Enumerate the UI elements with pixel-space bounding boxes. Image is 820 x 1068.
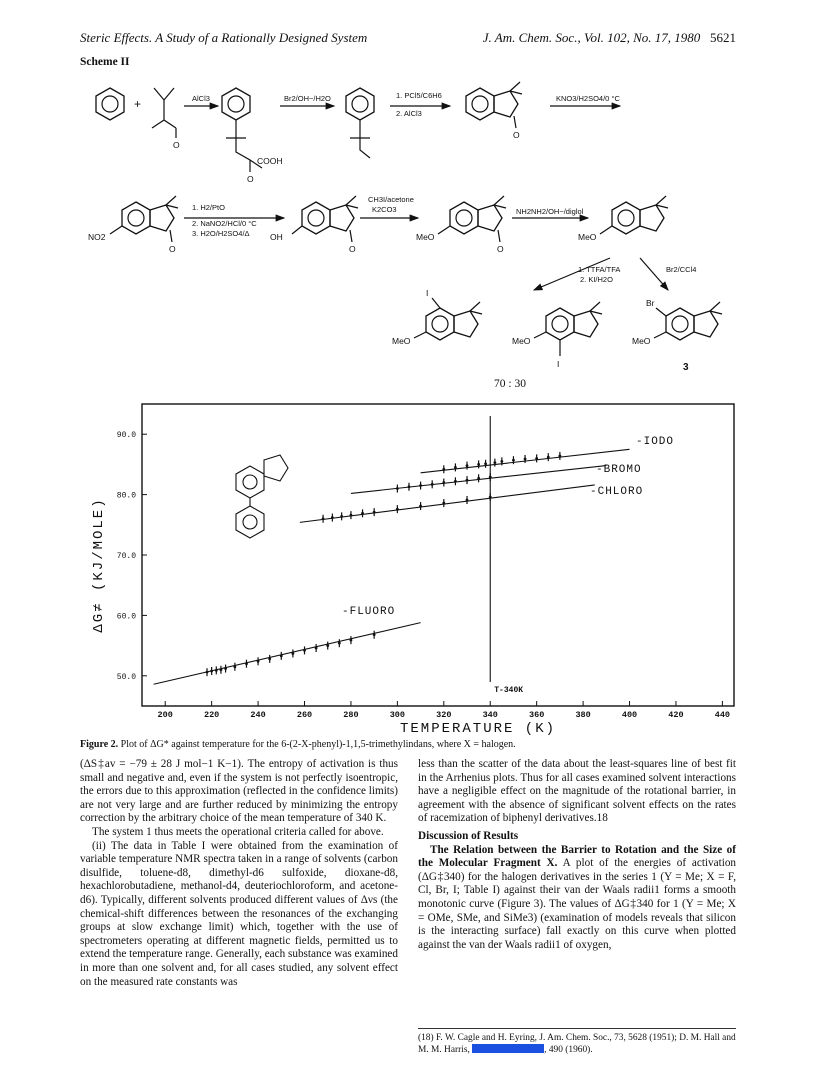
data-point-dot: [419, 484, 422, 487]
data-point-dot: [350, 514, 353, 517]
series-label: -FLUORO: [342, 606, 396, 618]
no2-label: NO2: [88, 232, 106, 242]
data-point-dot: [361, 512, 364, 515]
iodine-label-1: I: [426, 288, 429, 298]
data-point-dot: [303, 649, 306, 652]
arrow-9: [640, 258, 668, 290]
data-point-dot: [268, 657, 271, 660]
indanone-structure: [466, 76, 522, 128]
oxygen-label-1: O: [173, 140, 180, 150]
reagent-4: KNO3/H2SO4/0 °C: [556, 94, 620, 103]
x-tick-label: 360: [529, 710, 545, 720]
data-point-dot: [500, 460, 503, 463]
arrow-8: [534, 258, 610, 290]
y-tick-label: 70.0: [116, 552, 136, 561]
x-tick-label: 260: [296, 710, 313, 720]
subsection-title: The Relation between the Barrier to Rotation and the Size of the Molecular Fragment X.: [418, 843, 736, 870]
inset-molecule-structure: [236, 455, 288, 538]
y-tick-label: 90.0: [116, 431, 136, 441]
left-paragraph-1: (ΔS‡av = −79 ± 28 J mol−1 K−1). The entropy of activation is thus small and negative and, even if the system is not perfectly isoentropic, the errors due to this approximation (reflected in the confidence limits) are not very large and are further reduced by minimizing the entropy correction by the arbitrary choice of the mean temperature of 340 K.: [80, 758, 398, 825]
volume-info: Vol. 102, No. 17, 1980: [583, 30, 701, 45]
reagent-6b: K2CO3: [372, 205, 397, 214]
x-tick-label: 400: [621, 710, 638, 720]
data-point-dot: [466, 464, 469, 467]
meo-label-2: MeO: [578, 232, 597, 242]
oh-label: OH: [270, 232, 283, 242]
data-point-dot: [484, 462, 487, 465]
data-point-dot: [431, 483, 434, 486]
data-point-dot: [340, 515, 343, 518]
y-tick-label: 80.0: [116, 491, 136, 501]
data-point-dot: [338, 642, 341, 645]
x-tick-label: 380: [575, 710, 591, 720]
data-point-dot: [454, 480, 457, 483]
oxygen-label-2: O: [247, 174, 254, 184]
reagent-7: NH2NH2/OH−/diglol: [516, 207, 584, 216]
series-label: -BROMO: [596, 464, 642, 476]
iodo-methoxy-indan-structure: [414, 298, 482, 340]
data-point-dot: [535, 457, 538, 460]
data-point-dot: [220, 668, 223, 671]
vertical-marker-label: T-340K: [494, 686, 524, 695]
reagent-5b: 2. NaNO2/HCl/0 °C: [192, 219, 257, 228]
nitro-indanone-structure: [110, 196, 178, 242]
fit-line: [300, 485, 595, 522]
methoxy-indanone-structure: [438, 196, 506, 242]
data-point-dot: [210, 670, 213, 673]
data-point-dot: [396, 487, 399, 490]
body-column-right: [418, 758, 736, 952]
data-point-dot: [547, 456, 550, 459]
oxygen-label-5: O: [349, 244, 356, 254]
reaction-scheme: [80, 76, 736, 388]
iodo-methoxy-indan-isomer-structure: [534, 302, 602, 356]
page-number: 5621: [710, 30, 736, 45]
running-header: [80, 30, 736, 48]
section-heading: Discussion of Results: [418, 829, 519, 842]
reagent-8a: 1. TTFA/TFA: [578, 265, 621, 274]
data-point-dot: [292, 652, 295, 655]
data-point-dot: [442, 502, 445, 505]
x-tick-label: 220: [203, 710, 220, 720]
series-label: -IODO: [636, 436, 675, 448]
x-tick-label: 440: [714, 710, 731, 720]
data-point-dot: [373, 633, 376, 636]
y-tick-label: 50.0: [116, 672, 136, 682]
fit-line: [154, 623, 421, 685]
scheme-label: Scheme II: [80, 56, 130, 68]
reagent-6a: CH3I/acetone: [368, 195, 414, 204]
plot-frame: [142, 404, 734, 706]
data-point-dot: [224, 667, 227, 670]
right-paragraph-2: [418, 844, 736, 953]
footnote-divider: [418, 1028, 736, 1029]
data-point-dot: [477, 477, 480, 480]
oxygen-label-3: O: [513, 130, 520, 140]
footnote: [418, 1032, 736, 1056]
data-point-dot: [245, 662, 248, 665]
series-label: -CHLORO: [590, 486, 644, 498]
data-point-dot: [454, 466, 457, 469]
iodine-label-2: I: [557, 359, 560, 369]
svg-text:+: +: [134, 97, 142, 111]
cooh-label: COOH: [257, 156, 283, 166]
data-point-dot: [419, 505, 422, 508]
data-point-dot: [322, 517, 325, 520]
mesityl-oxide-structure: [152, 88, 176, 138]
x-tick-label: 200: [157, 710, 173, 720]
left-paragraph-2: The system 1 thus meets the operational criteria called for above.: [92, 825, 384, 838]
data-point-dot: [524, 458, 527, 461]
figure-2-chart: [80, 398, 736, 738]
data-point-dot: [558, 455, 561, 458]
data-point-dot: [233, 665, 236, 668]
data-point-dot: [350, 639, 353, 642]
caption-text: Plot of ΔG* against temperature for the 6-(2-X-phenyl)-1,1,5-trimethylindans, where X = halogen.: [120, 739, 516, 750]
data-point-dot: [331, 516, 334, 519]
reagent-8b: 2. KI/H2O: [580, 275, 613, 284]
x-tick-label: 320: [436, 710, 452, 720]
caption-label: Figure 2.: [80, 739, 119, 750]
data-point-dot: [396, 508, 399, 511]
data-point-dot: [257, 660, 260, 663]
journal-name: J. Am. Chem. Soc.,: [482, 30, 581, 45]
data-point-dot: [489, 476, 492, 479]
left-paragraph-3: (ii) The data in Table I were obtained from the examination of variable temperature NMR spectra taken in a range of solvents (carbon disulfide, toluene-d8, dimethyl-d6 sulfoxide, dioxane-d8, hexachlorobutadiene, methanol-d4, deuteriochloroform, and acetone-d6). Typically, different solvents produced different values of Δνs (the chemical-shift differences between the resonances of the exchanging groups at slow exchange limit) which, together with the use of spectrometers operating at different magnetic fields, permitted us to extend the temperature range. Generally, each substance was examined in more than one solvent and, for all cases studied, any solvent effect on the measured rate constants was: [80, 839, 398, 988]
footnote-text-1: (18) F. W. Cagle and H. Eyring, J. Am. Chem. Soc., 73, 5628 (1951); D. M. Hall and M. M. Harris,: [418, 1033, 736, 1055]
body-column-left: [80, 758, 398, 989]
footnote-text-2: , 490 (1960).: [544, 1045, 593, 1055]
data-point-dot: [512, 459, 515, 462]
meo-label-5: MeO: [632, 336, 651, 346]
meo-label-4: MeO: [512, 336, 531, 346]
x-tick-label: 420: [668, 710, 684, 720]
reagent-3a: 1. PCl5/C6H6: [396, 91, 442, 100]
y-axis-label: ΔG≠ (KJ/MOLE): [91, 497, 107, 633]
data-point-dot: [466, 499, 469, 502]
meo-label-3: MeO: [392, 336, 411, 346]
data-point-dot: [493, 461, 496, 464]
y-tick-label: 60.0: [116, 612, 136, 622]
scheme-svg: [80, 76, 736, 388]
x-tick-label: 300: [389, 710, 406, 720]
reagent-1: AlCl3: [192, 94, 210, 103]
x-tick-label: 280: [343, 710, 359, 720]
x-tick-label: 340: [482, 710, 498, 720]
data-point-dot: [326, 644, 329, 647]
data-point-dot: [489, 496, 492, 499]
data-point-dot: [215, 669, 218, 672]
data-point-dot: [442, 468, 445, 471]
data-point-dot: [373, 511, 376, 514]
data-point-dot: [442, 481, 445, 484]
bromine-label: Br: [646, 298, 655, 308]
chart-svg: [80, 398, 736, 738]
phenyl-acid-structure: [346, 88, 374, 158]
redaction-box: [472, 1044, 544, 1053]
reagent-5a: 1. H2/PtO: [192, 203, 225, 212]
methoxy-indan-structure: [600, 196, 668, 234]
x-axis-label: TEMPERATURE (K): [399, 721, 557, 737]
data-point-dot: [206, 671, 209, 674]
oxygen-label-4: O: [169, 244, 176, 254]
x-tick-label: 240: [250, 710, 266, 720]
compound-number: 3: [683, 362, 689, 373]
data-point-dot: [280, 654, 283, 657]
journal-citation: [483, 30, 736, 46]
data-point-dot: [477, 463, 480, 466]
data-point-dot: [466, 479, 469, 482]
benzene-structure: [96, 88, 124, 120]
data-point-dot: [315, 647, 318, 650]
bromo-methoxy-indan-structure: [654, 302, 722, 340]
oxygen-label-6: O: [497, 244, 504, 254]
phenyl-ketone-structure: [222, 88, 262, 172]
figure-caption: [80, 738, 736, 751]
data-point-dot: [408, 485, 411, 488]
running-title: Steric Effects. A Study of a Rationally Designed System: [80, 30, 368, 45]
isomer-ratio: 70 : 30: [494, 378, 526, 390]
meo-label-1: MeO: [416, 232, 435, 242]
reagent-2: Br2/OH−/H2O: [284, 94, 331, 103]
right-paragraph-1: less than the scatter of the data about the least-squares line of best fit in the Arrhenius plots. Thus for all cases examined solvent interactions have a negligible effect on the magnitude of the rotational barrier, in agreement with the absence of significant solvent effects on the rates of racemization of biphenyl derivatives.18: [418, 758, 736, 825]
hydroxy-indanone-structure: [292, 196, 358, 242]
subsection-text: A plot of the energies of activation (ΔG‡340) for the halogen derivatives in the series 1 (Y = Me; X = F, Cl, Br, I; Table I) against their van der Waals radii1 forms a smooth monotonic curve (Figure 3). The values of ΔG‡340 for 1 (Y = Me; X = OMe, SMe, and SiMe3) (examination of models reveals that silicon is the interacting surface) fall exactly on this curve when plotted against the van der Waals radii1 of oxygen,: [418, 857, 737, 951]
reagent-9: Br2/CCl4: [666, 265, 697, 274]
reagent-5c: 3. H2O/H2SO4/Δ: [192, 229, 250, 238]
reagent-3b: 2. AlCl3: [396, 109, 422, 118]
